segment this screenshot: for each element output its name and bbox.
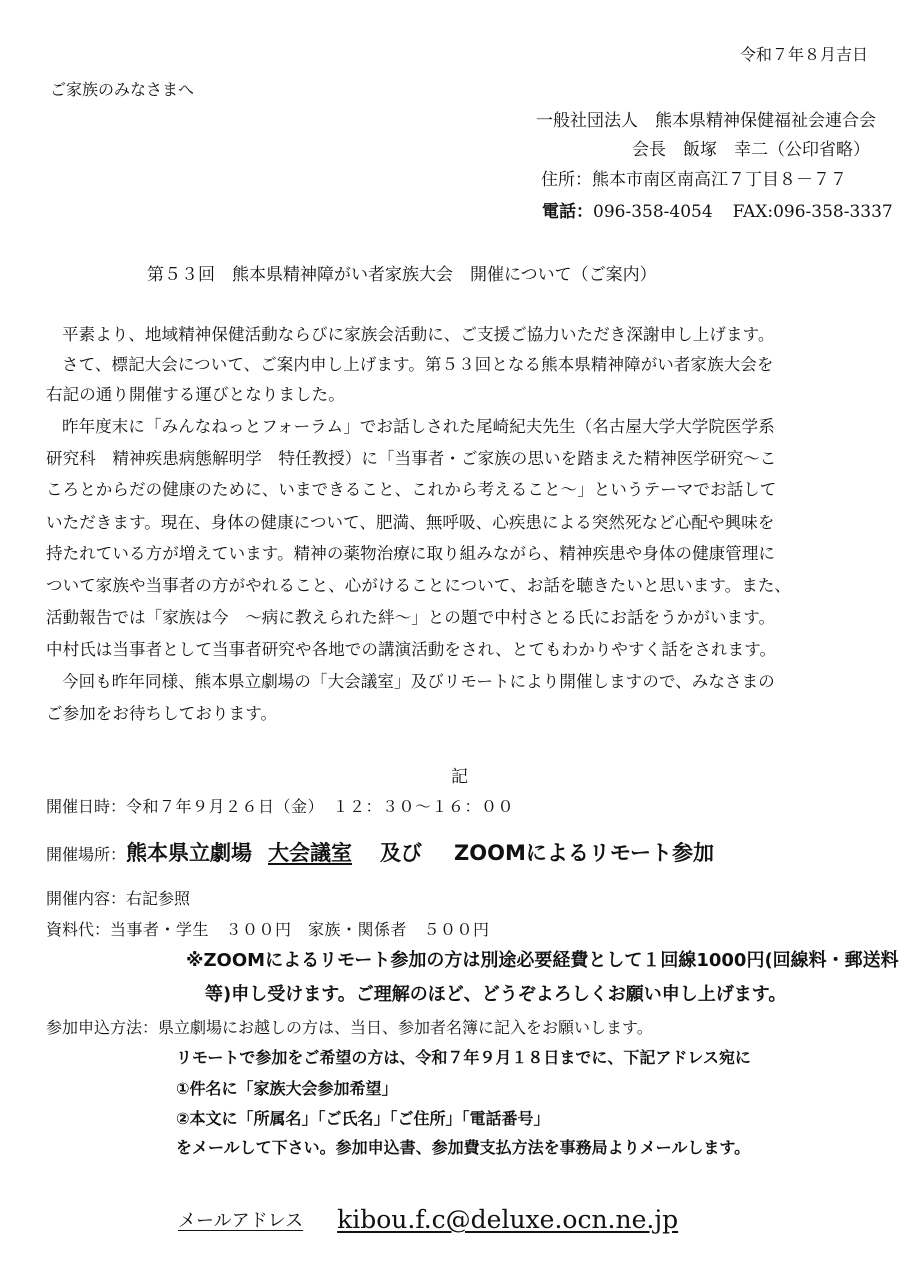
venue-zoom: ZOOMによるリモート参加 <box>454 841 715 865</box>
mail-instruction: をメールして下さい。参加申込書、参加費支払方法を事務局よりメールします。 <box>176 1138 751 1157</box>
body-line: 中村氏は当事者として当事者研究や各地での講演活動をされ、とてもわかりやすく話をされます。 <box>46 640 777 659</box>
address: 住所：熊本市南区南高江７丁目８－７７ <box>541 170 847 190</box>
zoom-fee-note-line1: ※ZOOMによるリモート参加の方は別途必要経費として１回線1000円(回線料・郵送料 <box>186 950 899 971</box>
email-row <box>178 1205 678 1234</box>
fee-row <box>46 917 490 940</box>
email-address[interactable]: kibou.f.c@deluxe.ocn.ne.jp <box>337 1205 679 1234</box>
body-line: 今回も昨年同様、熊本県立劇場の「大会議室」及びリモートにより開催しますので、みなさまの <box>62 672 775 691</box>
email-label: メールアドレス <box>178 1210 304 1232</box>
chairman-name: 会長 飯塚 幸二（公印省略） <box>632 140 870 160</box>
content-value: 右記参照 <box>126 889 191 908</box>
remote-apply-line: リモートで参加をご希望の方は、令和７年９月１８日までに、下記アドレス宛に <box>176 1048 751 1067</box>
apply-item-subject: ①件名に「家族大会参加希望」 <box>176 1079 398 1098</box>
body-line: 研究科 精神疾患病態解明学 特任教授）に「当事者・ご家族の思いを踏まえた精神医学研究～こ <box>46 449 777 468</box>
phone-label: 電話： <box>542 202 593 222</box>
fax-label: FAX: <box>732 202 774 222</box>
apply-label: 参加申込方法： <box>46 1018 159 1037</box>
body-line: 右記の通り開催する運びとなりました。 <box>46 385 345 404</box>
venue-label: 開催場所： <box>46 845 127 864</box>
event-date-row <box>46 794 514 817</box>
body-line: いただきます。現在、身体の健康について、肥満、無呼吸、心疾患による突然死など心配や興味を <box>46 513 775 532</box>
apply-item-body: ②本文に「所属名」「ご氏名」「ご住所」「電話番号」 <box>176 1109 550 1128</box>
apply-value: 県立劇場にお越しの方は、当日、参加者名簿に記入をお願いします。 <box>158 1018 653 1037</box>
event-date-value: 令和７年９月２６日（金） １２：３０～１６：００ <box>126 797 515 816</box>
issue-date: 令和７年８月吉日 <box>739 45 868 64</box>
body-line: 昨年度末に「みんなねっとフォーラム」でお話しされた尾崎紀夫先生（名古屋大学大学院医学系 <box>62 417 775 436</box>
body-line: 活動報告では「家族は今 ～病に教えられた絆～」との題で中村さとる氏にお話をうかがいます。 <box>46 608 776 627</box>
fax-number: 096-358-3337 <box>773 202 893 222</box>
fee-label: 資料代： <box>46 920 111 939</box>
venue-and: 及び <box>380 841 423 865</box>
recipient: ご家族のみなさまへ <box>50 80 195 99</box>
body-line: 平素より、地域精神保健活動ならびに家族会活動に、ご支援ご協力いただき深謝申し上げます。 <box>62 325 775 344</box>
organization-name: 一般社団法人 熊本県精神保健福祉会連合会 <box>536 111 876 131</box>
phone-number: 096-358-4054 <box>593 202 713 222</box>
fee-value: 当事者・学生 ３００円 家族・関係者 ５００円 <box>110 920 490 939</box>
zoom-fee-note-line2: 等)申し受けます。ご理解のほど、どうぞよろしくお願い申し上げます。 <box>205 984 787 1005</box>
body-line: ご参加をお待ちしております。 <box>46 704 278 723</box>
venue-name: 熊本県立劇場 <box>126 841 253 865</box>
content-row <box>46 886 190 909</box>
document-title: 第５３回 熊本県精神障がい者家族大会 開催について（ご案内） <box>147 265 657 285</box>
body-line: ころとからだの健康のために、いまできること、これから考えること～」というテーマでお話して <box>46 480 777 499</box>
body-line: さて、標記大会について、ご案内申し上げます。第５３回となる熊本県精神障がい者家族大会を <box>62 355 774 374</box>
venue-room: 大会議室 <box>268 841 353 865</box>
body-line: ついて家族や当事者の方がやれること、心がけることについて、お話を聴きたいと思います。また、 <box>46 576 792 595</box>
ki-marker: 記 <box>451 767 468 787</box>
venue-row <box>46 837 714 867</box>
contact-line <box>542 197 893 222</box>
apply-row <box>46 1015 653 1038</box>
content-label: 開催内容： <box>46 889 127 908</box>
body-line: 持たれている方が増えています。精神の薬物治療に取り組みながら、精神疾患や身体の健康管理に <box>46 544 776 563</box>
event-date-label: 開催日時： <box>46 797 127 816</box>
